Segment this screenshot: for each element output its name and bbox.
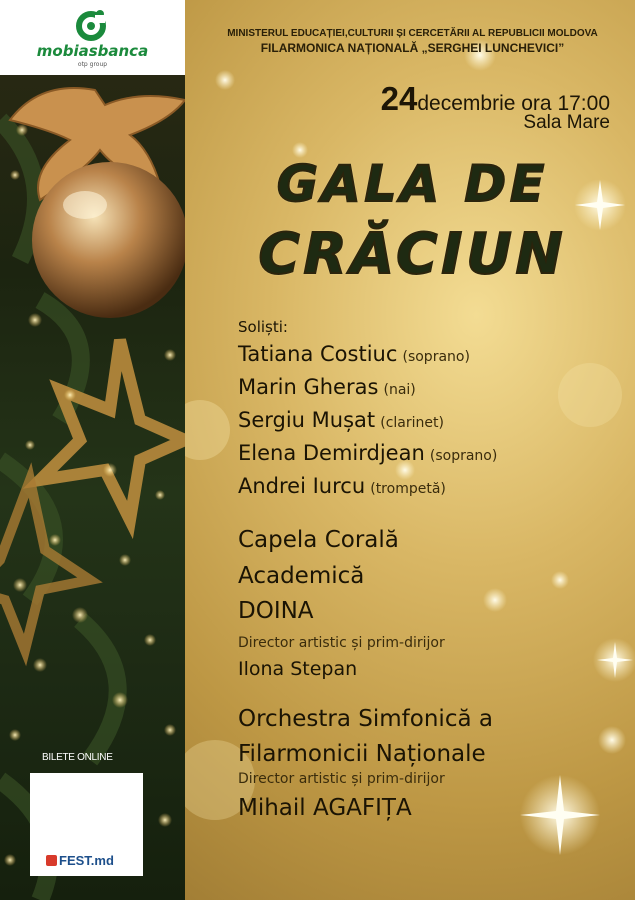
choir-director-name: Ilona Stepan bbox=[238, 658, 358, 680]
ministry-heading: MINISTERUL EDUCAȚIEI,CULTURII ȘI CERCETĂRII AL REPUBLICII MOLDOVA bbox=[227, 28, 598, 39]
mobiasbanca-logo-icon bbox=[74, 7, 108, 41]
fest-icon bbox=[46, 855, 57, 866]
soloist-name: Elena Demirdjean bbox=[238, 441, 425, 465]
sparkle bbox=[483, 588, 507, 612]
orchestra-name-line1: Orchestra Simfonică a bbox=[238, 706, 493, 732]
soloist-2 bbox=[238, 375, 416, 399]
tickets-label: BILETE ONLINE bbox=[42, 752, 113, 763]
soloist-4 bbox=[238, 441, 497, 465]
sparkle bbox=[598, 726, 626, 754]
choir-director-label: Director artistic și prim-dirijor bbox=[238, 635, 445, 651]
event-title-line2: CRĂCIUN bbox=[258, 222, 567, 287]
christmas-tree-image bbox=[0, 0, 185, 900]
sponsor-subtitle: otp group bbox=[77, 61, 108, 68]
fest-md-logo[interactable] bbox=[46, 853, 114, 868]
event-title-line1: GALA DE bbox=[276, 155, 549, 213]
soloist-name: Tatiana Costiuc bbox=[238, 342, 398, 366]
organization-heading: FILARMONICA NAȚIONALĂ „SERGHEI LUNCHEVICI” bbox=[260, 41, 565, 55]
soloist-name: Marin Gheras bbox=[238, 375, 379, 399]
soloist-instrument: (trompetă) bbox=[370, 481, 446, 497]
sparkle bbox=[558, 363, 622, 427]
sparkle bbox=[551, 571, 569, 589]
tree-decoration bbox=[0, 0, 185, 900]
choir-name-line3: DOINA bbox=[238, 598, 314, 624]
soloist-name: Sergiu Mușat bbox=[238, 408, 376, 432]
soloist-3 bbox=[238, 408, 444, 432]
orchestra-director-name: Mihail AGAFIȚA bbox=[238, 795, 412, 821]
orchestra-director-label: Director artistic și prim-dirijor bbox=[238, 771, 445, 787]
soloist-name: Andrei Iurcu bbox=[238, 474, 366, 498]
soloists-heading: Soliști: bbox=[238, 318, 288, 336]
event-date-time: decembrie ora 17:00 bbox=[417, 92, 610, 115]
soloist-1 bbox=[238, 342, 470, 366]
soloist-5 bbox=[238, 474, 446, 498]
choir-name-line2: Academică bbox=[238, 563, 365, 589]
sponsor-name: mobiasbanca bbox=[36, 42, 149, 60]
sponsor-logo bbox=[0, 0, 185, 75]
event-day: 24 bbox=[380, 80, 418, 117]
orchestra-name-line2: Filarmonicii Naționale bbox=[238, 741, 486, 767]
bauble-ornament bbox=[32, 162, 185, 318]
fest-name: FEST.md bbox=[59, 853, 114, 868]
soloist-instrument: (nai) bbox=[383, 382, 416, 398]
event-venue: Sala Mare bbox=[523, 112, 610, 133]
soloist-instrument: (clarinet) bbox=[380, 415, 444, 431]
choir-name-line1: Capela Corală bbox=[238, 527, 399, 553]
soloist-instrument: (soprano) bbox=[402, 349, 470, 365]
sparkle bbox=[215, 70, 235, 90]
soloist-instrument: (soprano) bbox=[429, 448, 498, 464]
